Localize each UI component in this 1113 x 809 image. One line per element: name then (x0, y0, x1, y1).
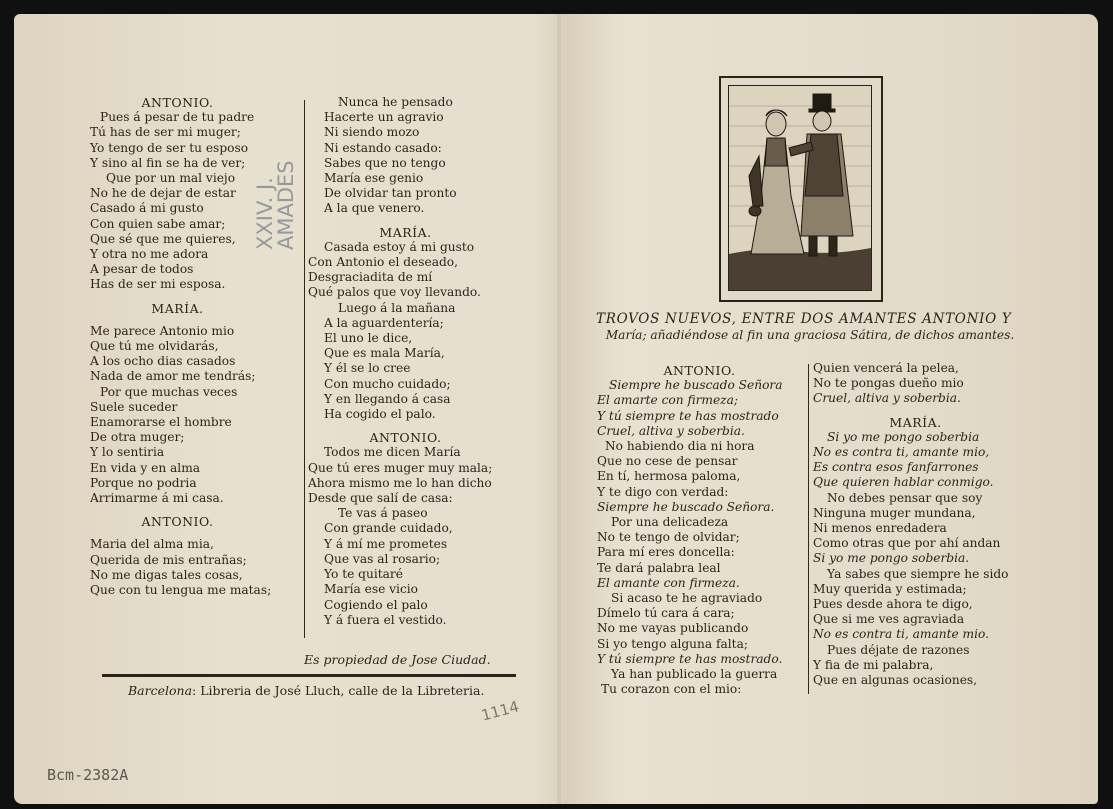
verse-line: Si yo me pongo soberbia. (813, 551, 970, 566)
verse-line: Tu corazon con el mio: (601, 682, 742, 697)
verse-line: No habiendo dia ni hora (605, 439, 755, 454)
speaker-heading: MARÍA. (151, 300, 204, 316)
imprint-place: Barcelona (128, 683, 193, 698)
verse-line: Y tú siempre te has mostrado. (597, 651, 783, 666)
verse-line: Si acaso te he agraviado (611, 591, 763, 606)
verse-line: Me parece Antonio mio (90, 323, 235, 338)
speaker-heading: MARÍA. (379, 224, 432, 240)
verse-line: Y sino al fin se ha de ver; (90, 155, 246, 170)
speaker-heading: ANTONIO. (141, 514, 214, 530)
verse-line: Y tú siempre te has mostrado (597, 408, 779, 423)
verse-line: Que no cese de pensar (597, 454, 738, 469)
verse-line: Dímelo tú cara á cara; (597, 606, 735, 621)
verse-line: Muy querida y estimada; (813, 581, 967, 596)
verse-line: Casado á mi gusto (90, 201, 204, 216)
verse-line: Que si me ves agraviada (813, 612, 965, 627)
verse-line: Como otras que por ahí andan (813, 536, 1001, 551)
verse-line: A los ocho dias casados (90, 354, 236, 369)
woodcut-couple-image (729, 86, 871, 290)
verse-line: Tú has de ser mi muger; (90, 125, 241, 140)
verse-line: Y otra no me adora (90, 247, 209, 262)
woodcut-illustration (719, 76, 883, 302)
verse-line: Que tú eres muger muy mala; (308, 460, 493, 475)
verse-line: Con grande cuidado, (324, 521, 453, 536)
verse-gap (90, 529, 265, 537)
verse-line: Has de ser mi esposa. (90, 277, 226, 292)
imprint-publisher: : Libreria de José Lluch, calle de la Libreteria. (192, 683, 485, 698)
speaker-heading: ANTONIO. (369, 430, 442, 446)
stamp-line-2: AMADES (274, 160, 298, 250)
verse-line: Cruel, altiva y soberbia. (813, 391, 961, 406)
verse-line: Pues déjate de razones (827, 642, 970, 657)
verse-gap (813, 407, 1018, 415)
verse-line: Nunca he pensado (338, 95, 453, 109)
verse-line: Ni estando casado: (324, 140, 442, 155)
verse-line: Querida de mis entrañas; (90, 552, 247, 567)
verse-line: Arrimarme á mi casa. (90, 491, 224, 506)
verse-line: En vida y en alma (90, 460, 201, 475)
speaker-heading: ANTONIO. (663, 363, 736, 378)
right-column-1 (597, 363, 802, 697)
verse-line: Qué palos que voy llevando. (308, 285, 481, 300)
column-divider-right (808, 364, 809, 694)
verse-line: María ese genio (324, 171, 424, 186)
broadside-title (596, 311, 1024, 343)
verse-line: Maria del alma mia, (90, 537, 214, 552)
verse-line: No es contra ti, amante mio. (813, 627, 990, 642)
verse-line: Ahora mismo me lo han dicho (308, 475, 492, 490)
verse-line: Y á mí me prometes (324, 536, 448, 551)
verse-line: Que es mala María, (324, 346, 445, 361)
imprint-rule (102, 674, 516, 677)
verse-line: No he de dejar de estar (90, 186, 236, 201)
verse-line: A la aguardentería; (324, 315, 444, 330)
verse-line: En tí, hermosa paloma, (597, 469, 741, 484)
title-line-2: María; añadiéndose al fin una graciosa Sátira, de dichos amantes. (605, 328, 1015, 342)
verse-line: Todos me dicen María (324, 445, 461, 460)
speaker-heading: ANTONIO. (141, 95, 214, 110)
verse-line: Y en llegando á casa (324, 391, 451, 406)
verse-line: Y á fuera el vestido. (324, 612, 447, 627)
verse-line: Por una delicadeza (611, 515, 729, 530)
verse-line: Desgraciadita de mí (308, 270, 433, 285)
verse-line: Con mucho cuidado; (324, 376, 451, 391)
verse-line: Siempre he buscado Señora (609, 378, 783, 393)
verse-line: No me digas tales cosas, (90, 567, 243, 582)
verse-line: Te dará palabra leal (597, 560, 721, 575)
property-note: Es propiedad de Jose Ciudad. (304, 652, 491, 667)
verse-line: María ese vicio (324, 582, 419, 597)
verse-line: Enamorarse el hombre (90, 415, 232, 430)
verse-line: Casada estoy á mi gusto (324, 239, 475, 254)
verse-line: El amante con firmeza. (597, 575, 740, 590)
imprint-line (128, 683, 484, 698)
verse-gap (90, 506, 265, 514)
fold-crease (557, 14, 561, 804)
verse-line: Suele suceder (90, 399, 178, 414)
verse-line: Quien vencerá la pelea, (813, 361, 959, 375)
verse-line: Ninguna muger mundana, (813, 505, 976, 520)
verse-line: El uno le dice, (324, 331, 413, 346)
speaker-heading: MARÍA. (889, 414, 942, 430)
verse-line: Ni menos enredadera (813, 521, 947, 536)
shelfmark-pencil: Bcm-2382A (47, 766, 129, 784)
verse-line: Si yo me pongo soberbia (827, 429, 980, 444)
verse-line: Que vas al rosario; (324, 551, 441, 566)
verse-line: De olvidar tan pronto (324, 186, 457, 201)
verse-line: Que en algunas ocasiones, (813, 673, 978, 688)
verse-line: De otra muger; (90, 430, 185, 445)
left-column-1 (90, 95, 272, 598)
verse-line: No te pongas dueño mio (813, 376, 964, 391)
title-line-1: TROVOS NUEVOS, ENTRE DOS AMANTES ANTONIO Y (596, 311, 1012, 327)
library-stamp (255, 160, 297, 250)
verse-line: Para mí eres doncella: (597, 545, 735, 560)
verse-line: Y lo sentiria (90, 445, 165, 460)
verse-line: Sabes que no tengo (324, 155, 446, 170)
verse-line: Cruel, altiva y soberbia. (597, 423, 745, 438)
left-column-2 (308, 95, 503, 628)
verse-line: No te tengo de olvidar; (597, 530, 740, 545)
verse-line: Con Antonio el deseado, (308, 255, 458, 270)
verse-line: Que quieren hablar conmigo. (813, 475, 994, 490)
verse-line: Yo te quitaré (324, 567, 403, 582)
verse-gap (308, 422, 503, 430)
verse-line: A la que venero. (324, 201, 425, 216)
verse-gap (90, 293, 265, 301)
verse-line: Ya han publicado la guerra (611, 667, 778, 682)
verse-line: Te vas á paseo (338, 506, 428, 521)
verse-line: Luego á la mañana (338, 300, 456, 315)
verse-line: Ni siendo mozo (324, 125, 420, 140)
verse-line: El amarte con firmeza; (597, 393, 738, 408)
verse-line: Que tú me olvidarás, (90, 339, 219, 354)
verse-line: Y te digo con verdad: (597, 484, 729, 499)
verse-line: Por que muchas veces (100, 384, 238, 399)
verse-gap (90, 316, 265, 324)
verse-line: A pesar de todos (90, 262, 194, 277)
verse-line: Yo tengo de ser tu esposo (90, 140, 249, 155)
column-divider-left (304, 100, 305, 638)
verse-line: No debes pensar que soy (827, 490, 983, 505)
verse-line: Siempre he buscado Señora. (597, 499, 775, 514)
woodcut-frame (728, 85, 872, 291)
verse-line: Cogiendo el palo (324, 597, 428, 612)
verse-line: Si yo tengo alguna falta; (597, 636, 748, 651)
verse-line: Es contra esos fanfarrones (813, 460, 979, 475)
verse-gap (308, 217, 503, 225)
right-column-2 (813, 361, 1018, 688)
verse-line: Nada de amor me tendrás; (90, 369, 256, 384)
verse-line: No me vayas publicando (597, 621, 749, 636)
stamp-line-1: XXIV. J. (253, 177, 277, 250)
verse-line: Que por un mal viejo (106, 171, 236, 186)
verse-line: Con quien sabe amar; (90, 216, 226, 231)
verse-line: Porque no podria (90, 475, 197, 490)
verse-line: Pues á pesar de tu padre (100, 110, 255, 125)
verse-line: Desde que salí de casa: (308, 491, 453, 506)
verse-line: Ya sabes que siempre he sido (827, 566, 1009, 581)
verse-line: Y fia de mi palabra, (813, 657, 934, 672)
verse-line: Y él se lo cree (324, 361, 411, 376)
verse-line: Ha cogido el palo. (324, 407, 436, 422)
verse-line: Que con tu lengua me matas; (90, 583, 272, 598)
pencil-number: 1114 (479, 697, 521, 725)
verse-line: Hacerte un agravio (324, 110, 444, 125)
verse-line: Que sé que me quieres, (90, 231, 236, 246)
verse-line: No es contra ti, amante mio, (813, 445, 990, 460)
verse-line: Pues desde ahora te digo, (813, 597, 973, 612)
